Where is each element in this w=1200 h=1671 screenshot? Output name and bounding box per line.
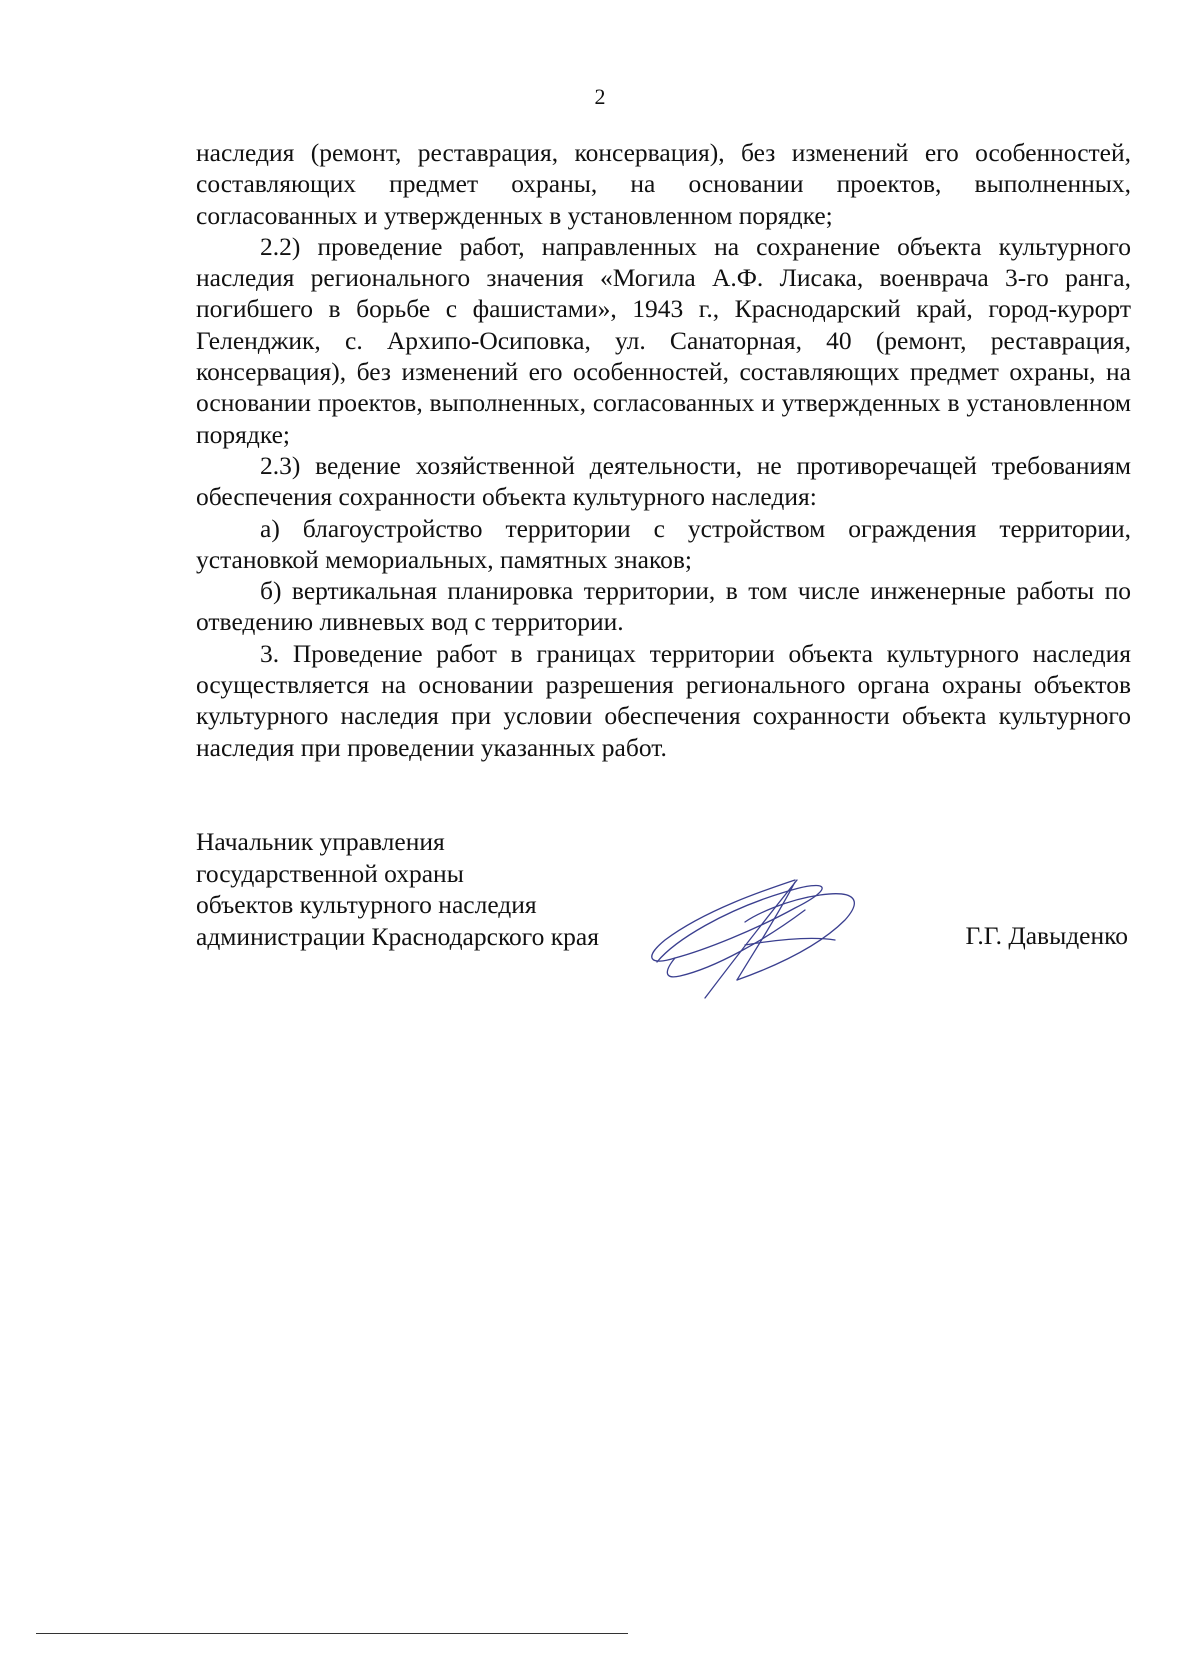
footer-divider xyxy=(36,1633,628,1634)
signatory-title-line: государственной охраны xyxy=(196,858,464,888)
paragraph-continuation: наследия (ремонт, реставрация, консервация), без изменений его особенностей, составляющих предмет охраны, на основании проектов, выполненных, согласованных и утвержденных в установленном порядке; xyxy=(196,138,1131,230)
paragraph-subitem-a: а) благоустройство территории с устройством ограждения территории, установкой мемориальных, памятных знаков; xyxy=(196,513,1131,574)
paragraph-item-2-3: 2.3) ведение хозяйственной деятельности, не противоречащей требованиям обеспечения сохранности объекта культурного наследия: xyxy=(196,450,1131,512)
handwritten-signature xyxy=(645,870,885,1005)
page-number: 2 xyxy=(594,84,606,109)
signatory-title xyxy=(196,826,599,952)
paragraph-subitem-b: б) вертикальная планировка территории, в том числе инженерные работы по отведению ливневых вод с территории. xyxy=(196,576,1131,637)
signatory-title-line: администрации Краснодарского края xyxy=(196,921,599,951)
paragraph-item-2-2: 2.2) проведение работ, направленных на сохранение объекта культурного наследия регионального значения «Могила А.Ф. Лисака, военврача 3-го ранга, погибшего в борьбе с фашистами», 1943 г., Краснодарский край, город-курорт Геленджик, с. Архипо-Осиповка, ул. Санаторная, 40 (ремонт, реставрация, консервация), без изменений его особенностей, составляющих предмет охраны, на основании проектов, выполненных, согласованных и утвержденных в установленном порядке; xyxy=(196,231,1131,449)
signatory-name: Г.Г. Давыденко xyxy=(965,921,1128,950)
signatory-title-line: Начальник управления xyxy=(196,827,445,856)
paragraph-item-3: 3. Проведение работ в границах территории объекта культурного наследия осуществляется на основании разрешения регионального органа охраны объектов культурного наследия при условии обеспечения сохранности объекта культурного наследия при проведении указанных работ. xyxy=(196,638,1131,762)
signatory-title-line: объектов культурного наследия xyxy=(196,890,537,919)
document-body xyxy=(196,137,1131,763)
